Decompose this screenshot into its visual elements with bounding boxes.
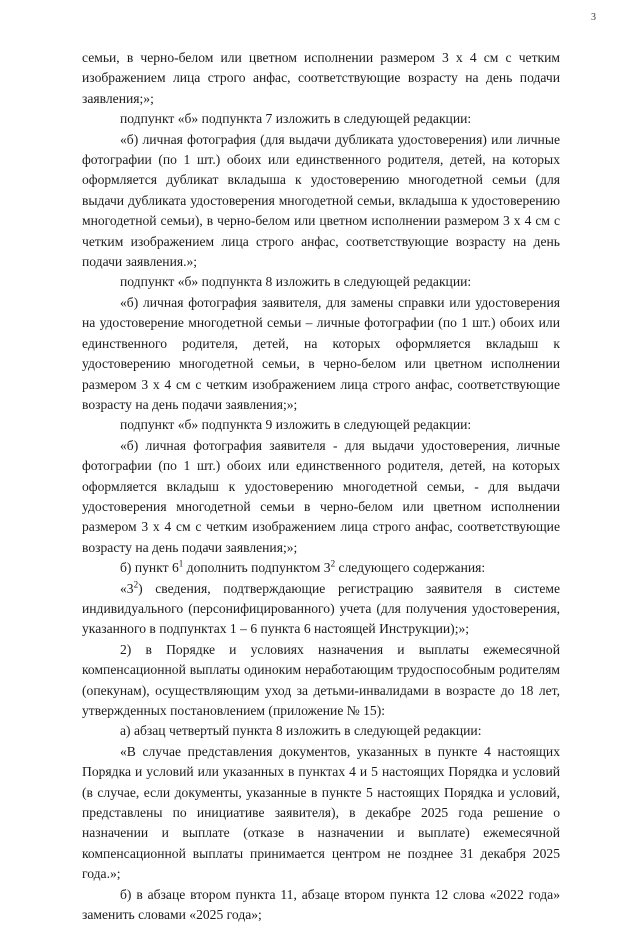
paragraph (82, 48, 560, 109)
superscript: 1 (178, 558, 184, 569)
paragraph-text: б) в абзаце втором пункта 11, абзаце втором пункта 12 слова «2022 года» заменить словами «2025 года»; (82, 886, 560, 923)
paragraph (82, 130, 560, 273)
paragraph-text: «3 (120, 580, 134, 596)
paragraph-text: «б) личная фотография (для выдачи дубликата удостоверения) или личные фотографии (по 1 шт.) обоих или единственного родителя, детей, на которых оформляется дубликат вкладыша к удостоверению многодетной семьи (для выдачи дубликата удостоверения многодетной семьи, вкладыша к удостоверению многодетной семьи), в черно-белом или цветном исполнении размером 3 х 4 см с четким изображением лица строго анфас, соответствующие возрасту на день подачи заявления.»; (82, 131, 560, 270)
paragraph (82, 109, 560, 129)
paragraph-text: 2) в Порядке и условиях назначения и выплаты ежемесячной компенсационной выплаты одиноким неработающим трудоспособным родителям (опекунам), осуществляющим уход за детьми-инвалидами в возрасте до 18 лет, утвержденных постановлением (приложение № 15): (82, 641, 560, 718)
paragraph-text: подпункт «б» подпункта 7 изложить в следующей редакции: (120, 111, 472, 127)
paragraph-text: подпункт «б» подпункта 9 изложить в следующей редакции: (120, 417, 472, 433)
paragraph-text: подпункт «б» подпункта 8 изложить в следующей редакции: (120, 274, 472, 290)
paragraph (82, 721, 560, 741)
page-number: 3 (591, 12, 596, 23)
paragraph (82, 640, 560, 722)
paragraph (82, 436, 560, 558)
paragraph-text: следующего содержания: (335, 560, 486, 576)
paragraph (82, 558, 560, 578)
paragraph-text: «В случае представления документов, указанных в пункте 4 настоящих Порядка и условий или указанных в пунктах 4 и 5 настоящих Порядка и условий (в случае, если документы, указанные в пункте 5 настоящих Порядка и условий, представлены по инициативе заявителя), в декабре 2025 года решение о назначении и выплате (отказе в назначении и выплате) ежемесячной компенсационной выплаты принимается центром не позднее 31 декабря 2025 года.»; (82, 743, 560, 882)
paragraph-text: б) пункт 6 (120, 560, 179, 576)
paragraph-text: «б) личная фотография заявителя, для замены справки или удостоверения на удостоверение многодетной семьи – личные фотографии (по 1 шт.) обоих или единственного родителя, детей, на которых оформляется вкладыш к удостоверению многодетной семьи, в черно-белом или цветном исполнении размером 3 х 4 см с четким изображением лица строго анфас, соответствующие возрасту на день подачи заявления;»; (82, 294, 560, 412)
paragraph (82, 272, 560, 292)
paragraph-text: ) сведения, подтверждающие регистрацию заявителя в системе индивидуального (персонифицированного) учета (для получения удостоверения, указанного в подпунктах 1 – 6 пункта 6 настоящей Инструкции);»; (82, 580, 560, 637)
paragraph (82, 742, 560, 885)
paragraph (82, 293, 560, 415)
superscript: 2 (133, 579, 139, 590)
paragraph (82, 415, 560, 435)
paragraph-text: дополнить подпунктом 3 (183, 560, 331, 576)
paragraph-text: семьи, в черно-белом или цветном исполнении размером 3 х 4 см с четким изображением лица строго анфас, соответствующие возрасту на день подачи заявления;»; (82, 50, 560, 106)
paragraph-text: а) абзац четвертый пункта 8 изложить в следующей редакции: (120, 723, 482, 739)
paragraph (82, 579, 560, 640)
superscript: 2 (330, 558, 336, 569)
document-body (82, 48, 560, 925)
paragraph-text: «б) личная фотография заявителя - для выдачи удостоверения, личные фотографии (по 1 шт.) обоих или единственного родителя, детей, на которых оформляется вкладыш к удостоверению многодетной семьи, - для выдачи удостоверения многодетной семьи в черно-белом или цветном исполнении размером 3 х 4 см с четким изображением лица строго анфас, соответствующие возрасту на день подачи заявления;»; (82, 437, 560, 555)
